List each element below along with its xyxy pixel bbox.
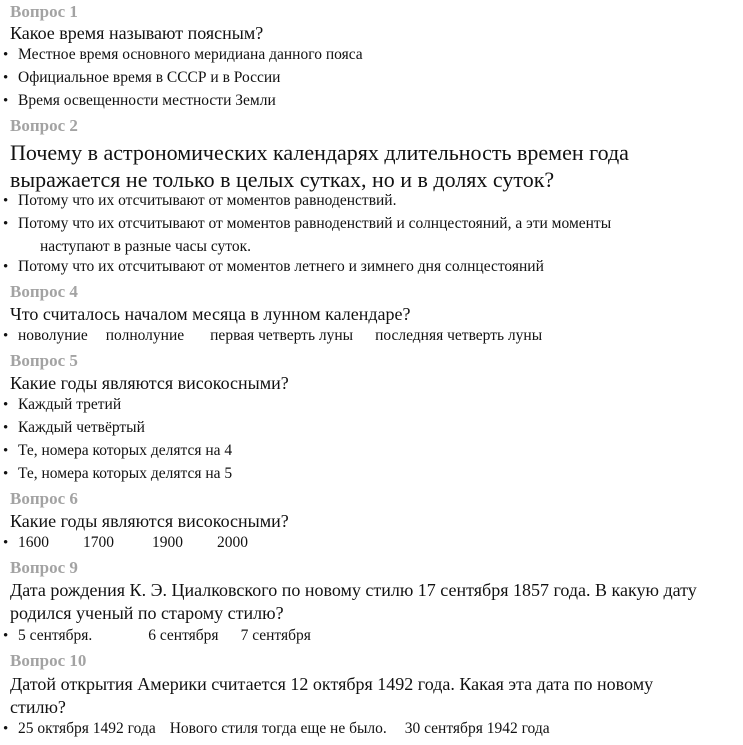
question-4-option-4[interactable]: последняя четверть луны [375, 327, 543, 344]
bullet-icon: • [3, 193, 9, 209]
bullet-icon: • [3, 535, 9, 551]
question-9-title: Вопрос 9 [10, 558, 78, 577]
question-1-text: Какое время называют поясным? [10, 23, 264, 43]
question-10-option-3[interactable]: 30 сентября 1942 года [404, 720, 550, 737]
option-label: Те, номера которых делятся на 4 [18, 442, 233, 459]
question-2-text-line-2: выражается не только в целых сутках, но и в долях суток? [10, 167, 555, 192]
option-label: Каждый четвёртый [18, 419, 145, 436]
question-6-option-4[interactable]: 2000 [217, 534, 248, 551]
question-2-option-2-continuation[interactable] [0, 237, 251, 257]
bullet-icon: • [3, 47, 9, 63]
question-6-title: Вопрос 6 [10, 489, 78, 508]
question-10-text-line-1: Датой открытия Америки считается 12 октября 1492 года. Какая эта дата по новому [10, 674, 654, 694]
question-10-text-line-2: стилю? [10, 697, 66, 717]
question-4-option-2[interactable]: полнолуние [105, 327, 185, 344]
bullet-icon: • [3, 721, 9, 737]
question-1-option-2[interactable] [0, 68, 280, 88]
question-6-option-1[interactable]: 1600 [18, 534, 49, 551]
question-9-option-3[interactable]: 7 сентября [240, 627, 311, 644]
question-9-text-line-2: родился ученый по старому стилю? [10, 603, 284, 623]
question-5-option-3[interactable] [0, 441, 232, 461]
question-5-option-4[interactable] [0, 464, 232, 484]
bullet-icon: • [3, 443, 9, 459]
question-6-text: Какие годы являются високосными? [10, 511, 289, 531]
question-4-option-1[interactable]: новолуние [18, 327, 88, 344]
question-10-title: Вопрос 10 [10, 651, 87, 670]
option-label: Те, номера которых делятся на 5 [18, 465, 233, 482]
option-label: Каждый третий [18, 396, 122, 413]
question-6-option-3[interactable]: 1900 [152, 534, 183, 551]
question-5-title: Вопрос 5 [10, 351, 78, 370]
question-6-options-row [0, 533, 274, 553]
question-4-title: Вопрос 4 [10, 282, 78, 301]
bullet-icon: • [3, 397, 9, 413]
option-label: Местное время основного меридиана данного пояса [18, 46, 363, 63]
option-label-continuation: наступают в разные часы суток. [40, 238, 251, 255]
question-1-title: Вопрос 1 [10, 2, 78, 21]
bullet-icon: • [3, 328, 9, 344]
question-5-option-1[interactable] [0, 395, 121, 415]
option-label: Потому что их отсчитывают от моментов летнего и зимнего дня солнцестояний [18, 258, 544, 275]
bullet-icon: • [3, 420, 9, 436]
option-label: Потому что их отсчитывают от моментов равноденствий. [18, 192, 397, 209]
option-label: Время освещенности местности Земли [18, 92, 276, 109]
question-5-text: Какие годы являются високосными? [10, 373, 289, 393]
question-9-options-row [0, 626, 337, 646]
question-2-text-line-1: Почему в астрономических календарях длительность времен года [10, 140, 629, 165]
bullet-icon: • [3, 70, 9, 86]
bullet-icon: • [3, 259, 9, 275]
question-9-option-2[interactable]: 6 сентября [148, 627, 219, 644]
question-2-option-1[interactable] [0, 191, 396, 211]
question-4-options-row [0, 326, 568, 346]
bullet-icon: • [3, 628, 9, 644]
bullet-icon: • [3, 216, 9, 232]
question-2-option-3[interactable] [0, 257, 544, 277]
question-10-options-row [0, 719, 576, 739]
question-6-option-2[interactable]: 1700 [83, 534, 114, 551]
question-10-option-1[interactable]: 25 октября 1492 года [18, 720, 156, 737]
bullet-icon: • [3, 466, 9, 482]
question-4-text: Что считалось началом месяца в лунном календаре? [10, 304, 411, 324]
option-label: Официальное время в СССР и в России [18, 69, 281, 86]
question-2-option-2[interactable] [0, 214, 611, 234]
question-5-option-2[interactable] [0, 418, 145, 438]
question-1-option-3[interactable] [0, 91, 276, 111]
option-label: Потому что их отсчитывают от моментов равноденствий и солнцестояний, а эти моменты [18, 215, 612, 232]
question-4-option-3[interactable]: первая четверть луны [210, 327, 354, 344]
question-1-option-1[interactable] [0, 45, 363, 65]
question-9-option-1[interactable]: 5 сентября. [18, 627, 93, 644]
question-2-title: Вопрос 2 [10, 116, 78, 135]
question-9-text-line-1: Дата рождения К. Э. Циалковского по новому стилю 17 сентября 1857 года. В какую дату [10, 580, 697, 600]
bullet-icon: • [3, 93, 9, 109]
question-10-option-2[interactable]: Нового стиля тогда еще не было. [169, 720, 387, 737]
